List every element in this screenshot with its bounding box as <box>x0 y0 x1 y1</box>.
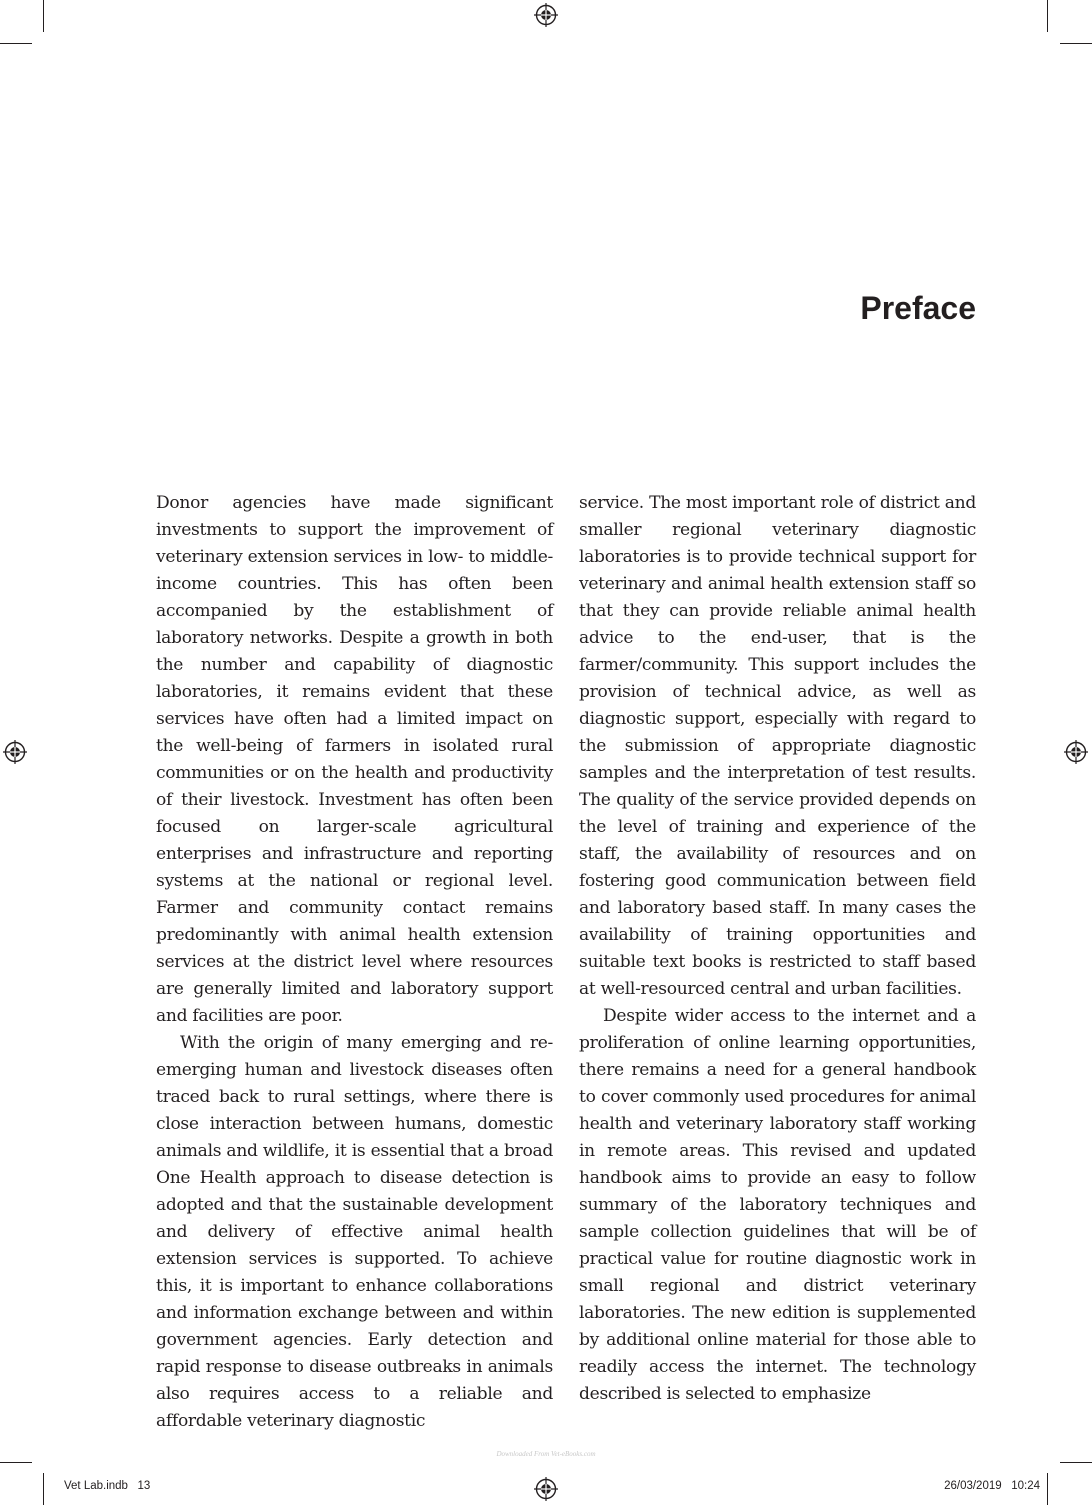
page-title: Preface <box>860 290 976 326</box>
body-paragraph: Donor agencies have made significant investments to support the improvement of veterinary extension services in low- to middle-income countries. This has often been accompanied by the establishment of laboratory networks. Despite a growth in both the number and capability of diagnostic laboratories, it remains evident that these services have often had a limited impact on the well-being of farmers in isolated rural communities or on the health and productivity of their livestock. Investment has often been focused on larger-scale agricultural enterprises and infrastructure and reporting systems at the national or regional level. Farmer and community contact remains predominantly with animal health extension services at the district level where resources are generally limited and laboratory support and facilities are poor. <box>156 493 553 1026</box>
text-column-right <box>579 490 976 1408</box>
registration-mark-icon <box>1064 740 1088 764</box>
crop-mark-top-left-horizontal <box>0 43 32 44</box>
registration-mark-icon <box>534 3 558 27</box>
registration-mark-icon <box>534 1477 558 1501</box>
crop-mark-top-right-vertical <box>1047 0 1048 32</box>
crop-mark-bottom-left-vertical <box>43 1473 44 1505</box>
text-column-left <box>156 490 553 1435</box>
registration-mark-icon <box>3 740 27 764</box>
date-time-slug: 26/03/2019 10:24 <box>944 1480 1040 1492</box>
crop-mark-bottom-left-horizontal <box>0 1462 32 1463</box>
body-paragraph: With the origin of many emerging and re-emerging human and livestock diseases often traced back to rural settings, where there is close interaction between humans, domestic animals and wildlife, it is essential that a broad One Health approach to disease detection is adopted and that the sustainable development and delivery of effective animal health extension services is supported. To achieve this, it is important to enhance collaborations and information exchange between and within government agencies. Early detection and rapid response to disease outbreaks in animals also requires access to a reliable and affordable veterinary diagnostic <box>156 1033 553 1431</box>
download-watermark: Downloaded From Vet-eBooks.com <box>496 1450 596 1458</box>
crop-mark-bottom-right-horizontal <box>1060 1462 1092 1463</box>
crop-mark-top-right-horizontal <box>1060 43 1092 44</box>
body-paragraph: Despite wider access to the internet and a proliferation of online learning opportunities, there remains a need for a general handbook to cover commonly used procedures for animal health and veterinary laboratory staff working in remote areas. This revised and updated handbook aims to provide an easy to follow summary of the laboratory techniques and sample collection guidelines that will be of practical value for routine diagnostic work in small regional and district veterinary laboratories. The new edition is supplemented by additional online material for those able to readily access the internet. The technology described is selected to emphasize <box>579 1006 976 1404</box>
crop-mark-bottom-right-vertical <box>1047 1473 1048 1505</box>
file-slug: Vet Lab.indb 13 <box>64 1480 151 1492</box>
crop-mark-top-left-vertical <box>43 0 44 32</box>
body-paragraph: service. The most important role of district and smaller regional veterinary diagnostic laboratories is to provide technical support for veterinary and animal health extension staff so that they can provide reliable animal health advice to the end-user, that is the farmer/community. This support includes the provision of technical advice, as well as diagnostic support, especially with regard to the submission of appropriate diagnostic samples and the interpretation of test results. The quality of the service provided depends on the level of training and experience of the staff, the availability of resources and on fostering good communication between field and laboratory based staff. In many cases the availability of training opportunities and suitable text books is restricted to staff based at well-resourced central and urban facilities. <box>579 493 976 999</box>
